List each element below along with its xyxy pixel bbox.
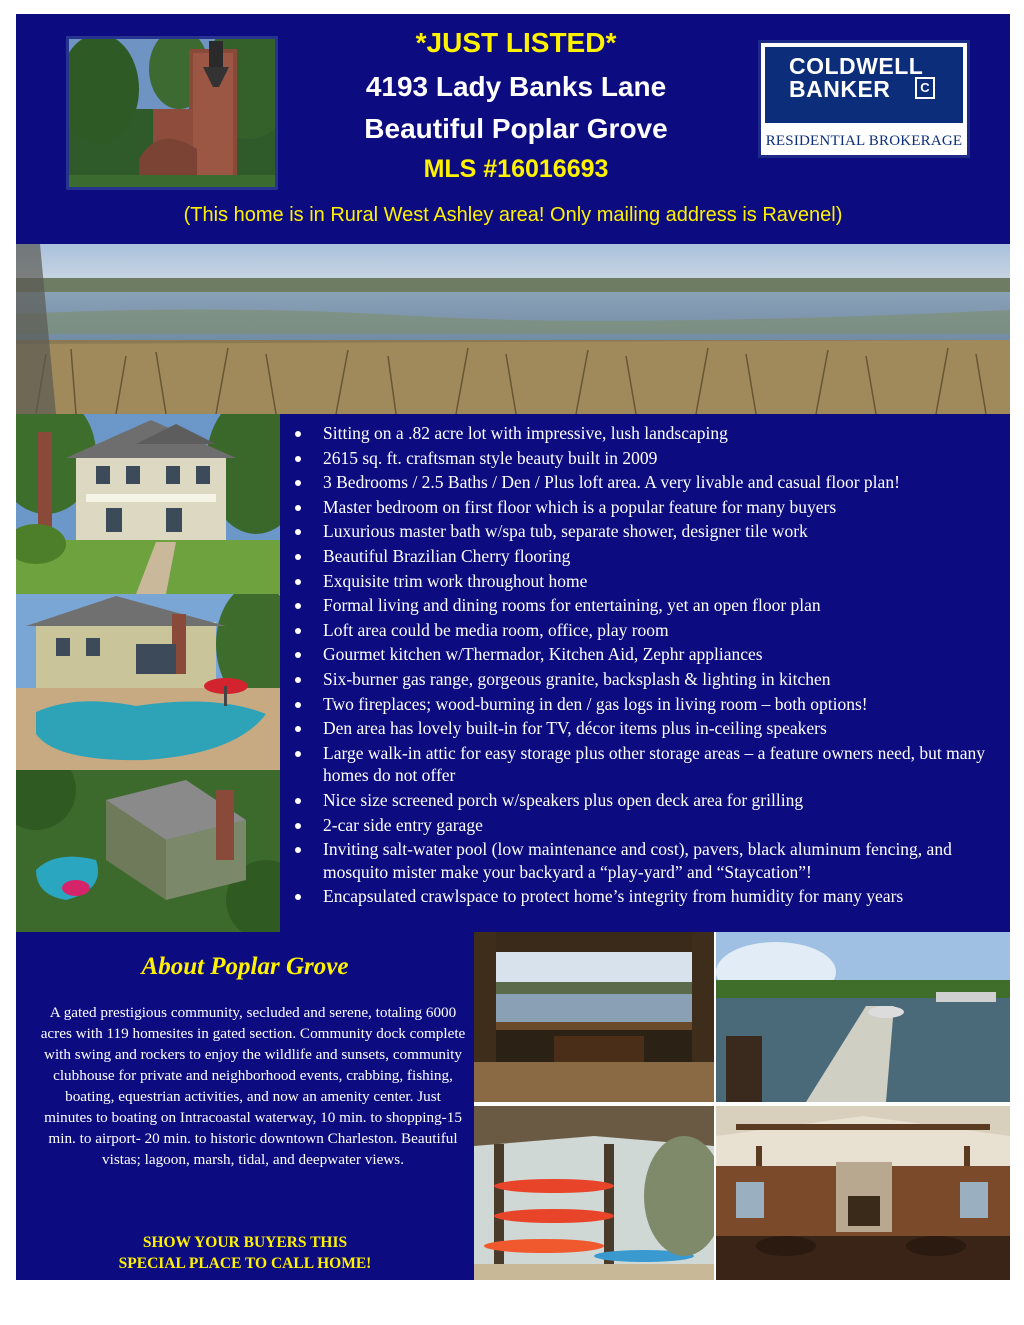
logo-wordmark (765, 47, 963, 123)
logo-subtitle: RESIDENTIAL BROKERAGE (765, 133, 963, 149)
bullet-icon (295, 823, 301, 829)
feature-item: Sitting on a .82 acre lot with impressive, lush landscaping (280, 422, 1010, 445)
call-to-action (16, 1232, 474, 1274)
bullet-icon (295, 505, 301, 511)
bullet-icon (295, 529, 301, 535)
logo-line2: BANKER (789, 76, 891, 102)
header-banner (16, 14, 1010, 244)
feature-item: Exquisite trim work throughout home (280, 570, 1010, 593)
feature-item: Loft area could be media room, office, play room (280, 619, 1010, 642)
bullet-icon (295, 751, 301, 757)
bullet-icon (295, 456, 301, 462)
feature-item: Two fireplaces; wood-burning in den / gas logs in living room – both options! (280, 693, 1010, 716)
bullet-icon (295, 702, 301, 708)
property-address: 4193 Lady Banks Lane (365, 71, 667, 102)
logo-line1: COLDWELL (789, 53, 924, 79)
cta-line2: SPECIAL PLACE TO CALL HOME! (118, 1255, 372, 1272)
house-photo-column (16, 414, 280, 932)
flyer (16, 14, 1010, 1280)
feature-item: Beautiful Brazilian Cherry flooring (280, 545, 1010, 568)
bullet-icon (295, 652, 301, 658)
area-note: (This home is in Rural West Ashley area! Only mailing address is Ravenel) (183, 204, 843, 226)
bullet-icon (295, 554, 301, 560)
coldwell-banker-logo (758, 40, 970, 158)
amenity-photo-grid (474, 932, 1010, 1280)
cta-line1: SHOW YOUR BUYERS THIS (142, 1234, 348, 1251)
feature-item: Den area has lovely built-in for TV, décor items plus in-ceiling speakers (280, 717, 1010, 740)
bullet-icon (295, 579, 301, 585)
about-description: A gated prestigious community, secluded and serene, totaling 6000 acres with 119 homesites in gated section. Community dock complete with swing and rockers to enjoy the wildlife and sunsets, community clubhouse for private and neighborhood events, crabbing, fishing, boating, equestrian activities, and now an amenity center. Just minutes to boating on Intracoastal waterway, 10 min. to shopping-15 min. to airport- 20 min. to historic downtown Charleston. Beautiful vistas; lagoon, marsh, tidal, and deepwater views. (40, 1004, 466, 1168)
community-dock-photo (716, 932, 1010, 1102)
bullet-icon (295, 677, 301, 683)
bullet-icon (295, 480, 301, 486)
about-panel (16, 932, 474, 1280)
bullet-icon (295, 628, 301, 634)
feature-item: Luxurious master bath w/spa tub, separate shower, designer tile work (280, 520, 1010, 543)
feature-item: 3 Bedrooms / 2.5 Baths / Den / Plus loft area. A very livable and casual floor plan! (280, 471, 1010, 494)
bullet-icon (295, 894, 301, 900)
features-panel (280, 414, 1010, 932)
feature-list (280, 422, 1010, 910)
house-front-photo (16, 414, 280, 594)
feature-item: Encapsulated crawlspace to protect home’s integrity from humidity for many years (280, 885, 1010, 908)
bullet-icon (295, 431, 301, 437)
feature-item: Formal living and dining rooms for entertaining, yet an open floor plan (280, 594, 1010, 617)
just-listed-heading: *JUST LISTED* (415, 27, 617, 58)
feature-item: Master bedroom on first floor which is a popular feature for many buyers (280, 496, 1010, 519)
about-title: About Poplar Grove (141, 953, 349, 980)
dock-swing-photo (474, 932, 714, 1102)
feature-item: 2615 sq. ft. craftsman style beauty built in 2009 (280, 447, 1010, 470)
feature-item: Large walk-in attic for easy storage plus other storage areas – a feature owners need, but many homes do not offer (280, 742, 1010, 787)
community-name: Beautiful Poplar Grove (364, 113, 668, 144)
pool-backyard-photo (16, 594, 280, 770)
marsh-panorama-photo (16, 244, 1010, 414)
bullet-icon (295, 847, 301, 853)
aerial-home-photo (16, 770, 280, 932)
bullet-icon (295, 603, 301, 609)
entrance-gate-photo (66, 36, 278, 190)
mls-number: MLS #16016693 (423, 155, 609, 183)
feature-item: 2-car side entry garage (280, 814, 1010, 837)
feature-item: Inviting salt-water pool (low maintenance and cost), pavers, black aluminum fencing, and mosquito mister make your backyard a “play-yard” and “Staycation”! (280, 838, 1010, 883)
feature-item: Gourmet kitchen w/Thermador, Kitchen Aid, Zephr appliances (280, 643, 1010, 666)
feature-item: Nice size screened porch w/speakers plus open deck area for grilling (280, 789, 1010, 812)
feature-item: Six-burner gas range, gorgeous granite, backsplash & lighting in kitchen (280, 668, 1010, 691)
kayak-rack-photo (474, 1106, 714, 1280)
bullet-icon (295, 798, 301, 804)
clubhouse-interior-photo (716, 1106, 1010, 1280)
bullet-icon (295, 726, 301, 732)
logo-mark-icon: C (915, 77, 935, 99)
